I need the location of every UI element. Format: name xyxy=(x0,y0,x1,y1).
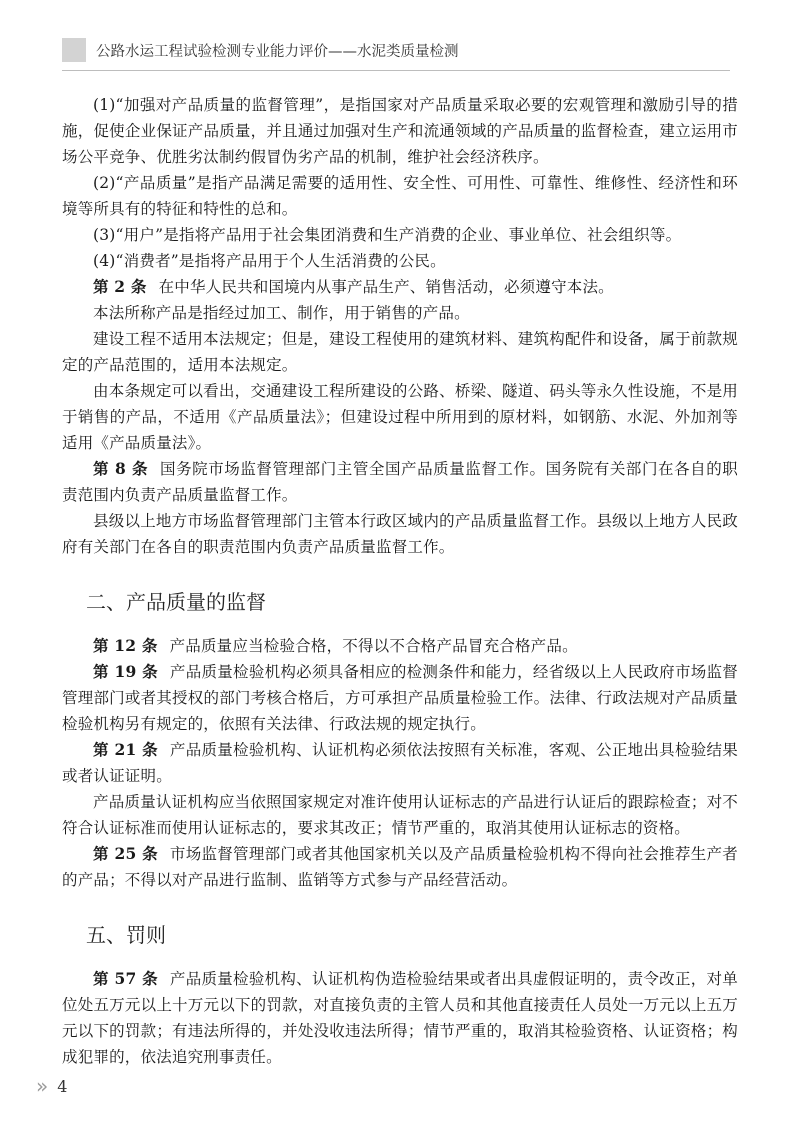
article-label: 第 19 条 xyxy=(93,662,158,681)
article-25 xyxy=(62,841,738,893)
article-label: 第 12 条 xyxy=(93,636,158,655)
header-divider xyxy=(62,70,730,71)
article-2 xyxy=(62,274,738,300)
paragraph: (3)“用户”是指将产品用于社会集团消费和生产消费的企业、事业单位、社会组织等。 xyxy=(93,226,682,244)
page-body xyxy=(62,92,738,1070)
double-chevron-icon: » xyxy=(36,1074,46,1098)
article-text: 产品质量检验机构必须具备相应的检测条件和能力，经省级以上人民政府市场监督管理部门或者其授权的部门考核合格后，方可承担产品质量检验工作。法律、行政法规对产品质量检验机构另有规定的，依照有关法律、行政法规的规定执行。 xyxy=(62,663,739,733)
article-text: 产品质量检验机构、认证机构伪造检验结果或者出具虚假证明的，责令改正，对单位处五万元以上十万元以下的罚款，对直接负责的主管人员和其他直接责任人员处一万元以上五万元以下的罚款；有违法所得的，并处没收违法所得；情节严重的，取消其检验资格、认证资格；构成犯罪的，依法追究刑事责任。 xyxy=(62,970,739,1066)
paragraph: 本法所称产品是指经过加工、制作，用于销售的产品。 xyxy=(93,304,470,322)
header-marker-square xyxy=(62,38,86,62)
article-text: 产品质量应当检验合格，不得以不合格产品冒充合格产品。 xyxy=(169,637,578,655)
paragraph: 县级以上地方市场监督管理部门主管本行政区域内的产品质量监督工作。县级以上地方人民政府有关部门在各自的职责范围内负责产品质量监督工作。 xyxy=(62,512,738,556)
section-heading-penalties: 五、罚则 xyxy=(86,923,166,947)
page-number: 4 xyxy=(57,1076,68,1096)
article-text: 在中华人民共和国境内从事产品生产、销售活动，必须遵守本法。 xyxy=(158,278,614,296)
article-21 xyxy=(62,737,738,789)
paragraph: (4)“消费者”是指将产品用于个人生活消费的公民。 xyxy=(93,252,446,270)
paragraph: 由本条规定可以看出，交通建设工程所建设的公路、桥梁、隧道、码头等永久性设施，不是用于销售的产品，不适用《产品质量法》；但建设过程中所用到的原材料，如钢筋、水泥、外加剂等适用《产品质量法》。 xyxy=(62,382,738,452)
article-19 xyxy=(62,659,738,737)
section-heading-supervision: 二、产品质量的监督 xyxy=(86,590,266,614)
article-text: 市场监督管理部门或者其他国家机关以及产品质量检验机构不得向社会推荐生产者的产品；不得以对产品进行监制、监销等方式参与产品经营活动。 xyxy=(62,845,739,889)
article-label: 第 57 条 xyxy=(93,969,158,988)
article-label: 第 21 条 xyxy=(93,740,158,759)
article-label: 第 8 条 xyxy=(93,459,149,478)
paragraph: 建设工程不适用本法规定；但是，建设工程使用的建筑材料、建筑构配件和设备，属于前款规定的产品范围的，适用本法规定。 xyxy=(62,330,738,374)
running-title: 公路水运工程试验检测专业能力评价——水泥类质量检测 xyxy=(96,43,459,60)
page-footer xyxy=(36,1074,67,1098)
article-text: 国务院市场监督管理部门主管全国产品质量监督工作。国务院有关部门在各自的职责范围内负责产品质量监督工作。 xyxy=(62,460,739,504)
paragraph: 产品质量认证机构应当依照国家规定对准许使用认证标志的产品进行认证后的跟踪检查；对不符合认证标准而使用认证标志的，要求其改正；情节严重的，取消其使用认证标志的资格。 xyxy=(62,793,738,837)
article-text: 产品质量检验机构、认证机构必须依法按照有关标准，客观、公正地出具检验结果或者认证证明。 xyxy=(62,741,739,785)
paragraph: (1)“加强对产品质量的监督管理”，是指国家对产品质量采取必要的宏观管理和激励引导的措施，促使企业保证产品质量，并且通过加强对生产和流通领域的产品质量的监督检查，建立运用市场公平竞争、优胜劣汰制约假冒伪劣产品的机制，维护社会经济秩序。 xyxy=(62,96,738,166)
article-label: 第 25 条 xyxy=(93,844,158,863)
article-57 xyxy=(62,966,738,1070)
article-label: 第 2 条 xyxy=(93,277,147,296)
article-8 xyxy=(62,456,738,508)
paragraph: (2)“产品质量”是指产品满足需要的适用性、安全性、可用性、可靠性、维修性、经济性和环境等所具有的特征和特性的总和。 xyxy=(62,174,738,218)
article-12 xyxy=(62,633,738,659)
page-header xyxy=(62,38,459,62)
